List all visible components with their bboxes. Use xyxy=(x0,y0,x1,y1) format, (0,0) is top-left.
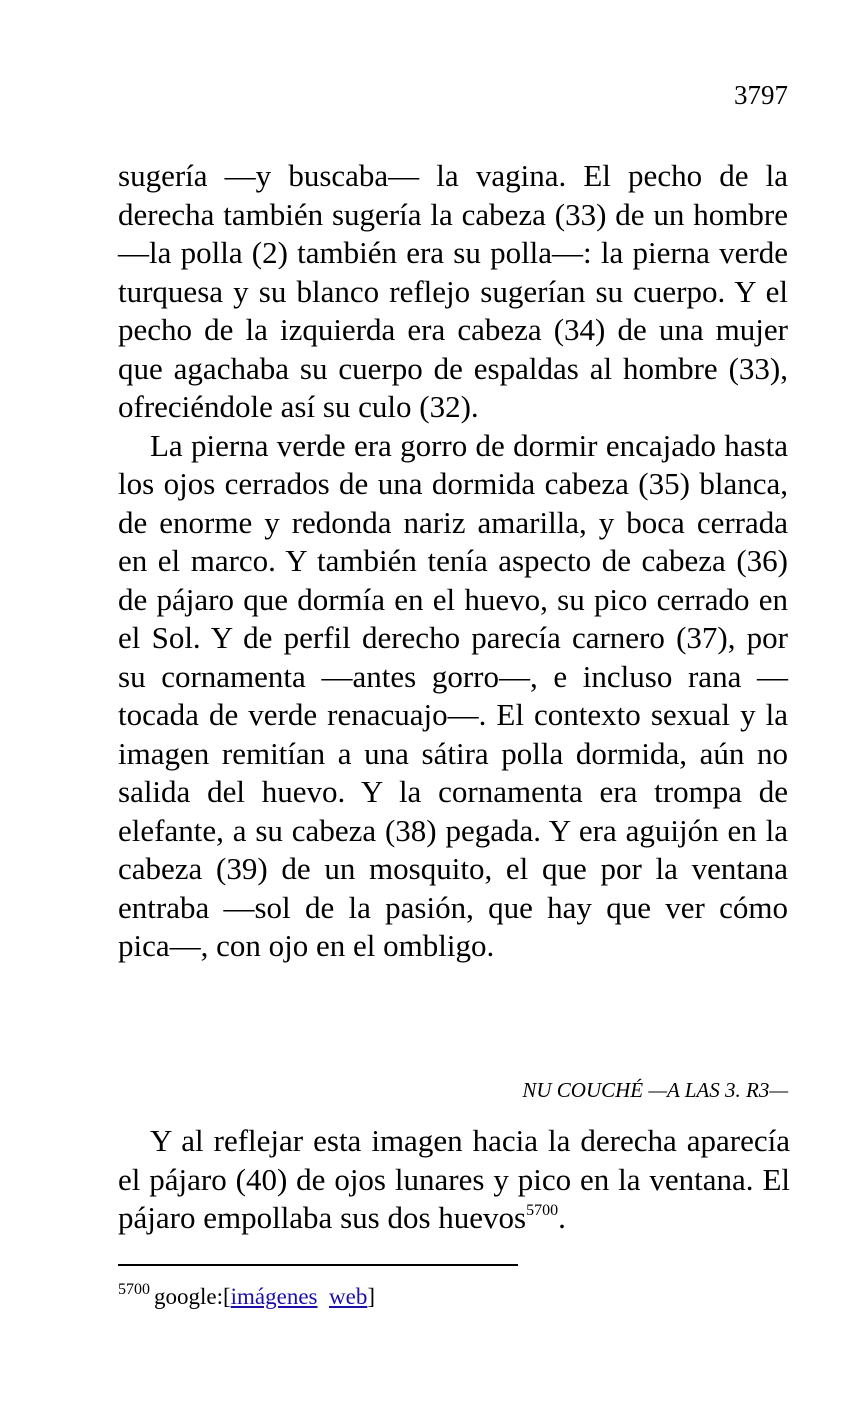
footnote-suffix: ] xyxy=(367,1284,376,1309)
footnote xyxy=(118,1282,375,1312)
footnote-prefix: google:[ xyxy=(154,1284,231,1309)
images-link[interactable]: imágenes xyxy=(230,1284,318,1309)
footnote-reference[interactable]: 5700 xyxy=(526,1202,559,1219)
footnote-divider xyxy=(118,1264,518,1266)
footnote-number: 5700 xyxy=(118,1281,150,1298)
closing-text xyxy=(118,1122,790,1238)
image-caption: NU COUCHÉ —A LAS 3. R3— xyxy=(522,1078,788,1102)
paragraph-3-end: . xyxy=(558,1200,566,1235)
body-text xyxy=(118,157,788,966)
paragraph-3 xyxy=(118,1122,790,1238)
paragraph-3-text: Y al reflejar esta imagen hacia la derecha aparecía el pájaro (40) de ojos lunares y pico en la ventana. El pájaro empollaba sus dos huevos xyxy=(118,1123,790,1235)
page-number: 3797 xyxy=(734,80,788,110)
paragraph-2: La pierna verde era gorro de dormir encajado hasta los ojos cerrados de una dormida cabeza (35) blanca, de enorme y redonda nariz amarilla, y boca cerrada en el marco. Y también tenía aspecto de cabeza (36) de pájaro que dormía en el huevo, su pico cerrado en el Sol. Y de perfil derecho parecía carnero (37), por su cornamenta —antes gorro—, e incluso rana —tocada de verde renacuajo—. El contexto sexual y la imagen remitían a una sátira polla dormida, aún no salida del huevo. Y la cornamenta era trompa de elefante, a su cabeza (38) pegada. Y era aguijón en la cabeza (39) de un mosquito, el que por la ventana entraba —sol de la pasión, que hay que ver cómo pica—, con ojo en el ombligo. xyxy=(118,427,788,963)
web-link[interactable]: web xyxy=(329,1284,368,1309)
paragraph-1: sugería —y buscaba— la vagina. El pecho de la derecha también sugería la cabeza (33) de un hombre —la polla (2) también era su polla—: la pierna verde turquesa y su blanco reflejo sugerían su cuerpo. Y el pecho de la izquierda era cabeza (34) de una mujer que agachaba su cuerpo de espaldas al hombre (33), ofreciéndole así su culo (32). xyxy=(118,158,788,424)
